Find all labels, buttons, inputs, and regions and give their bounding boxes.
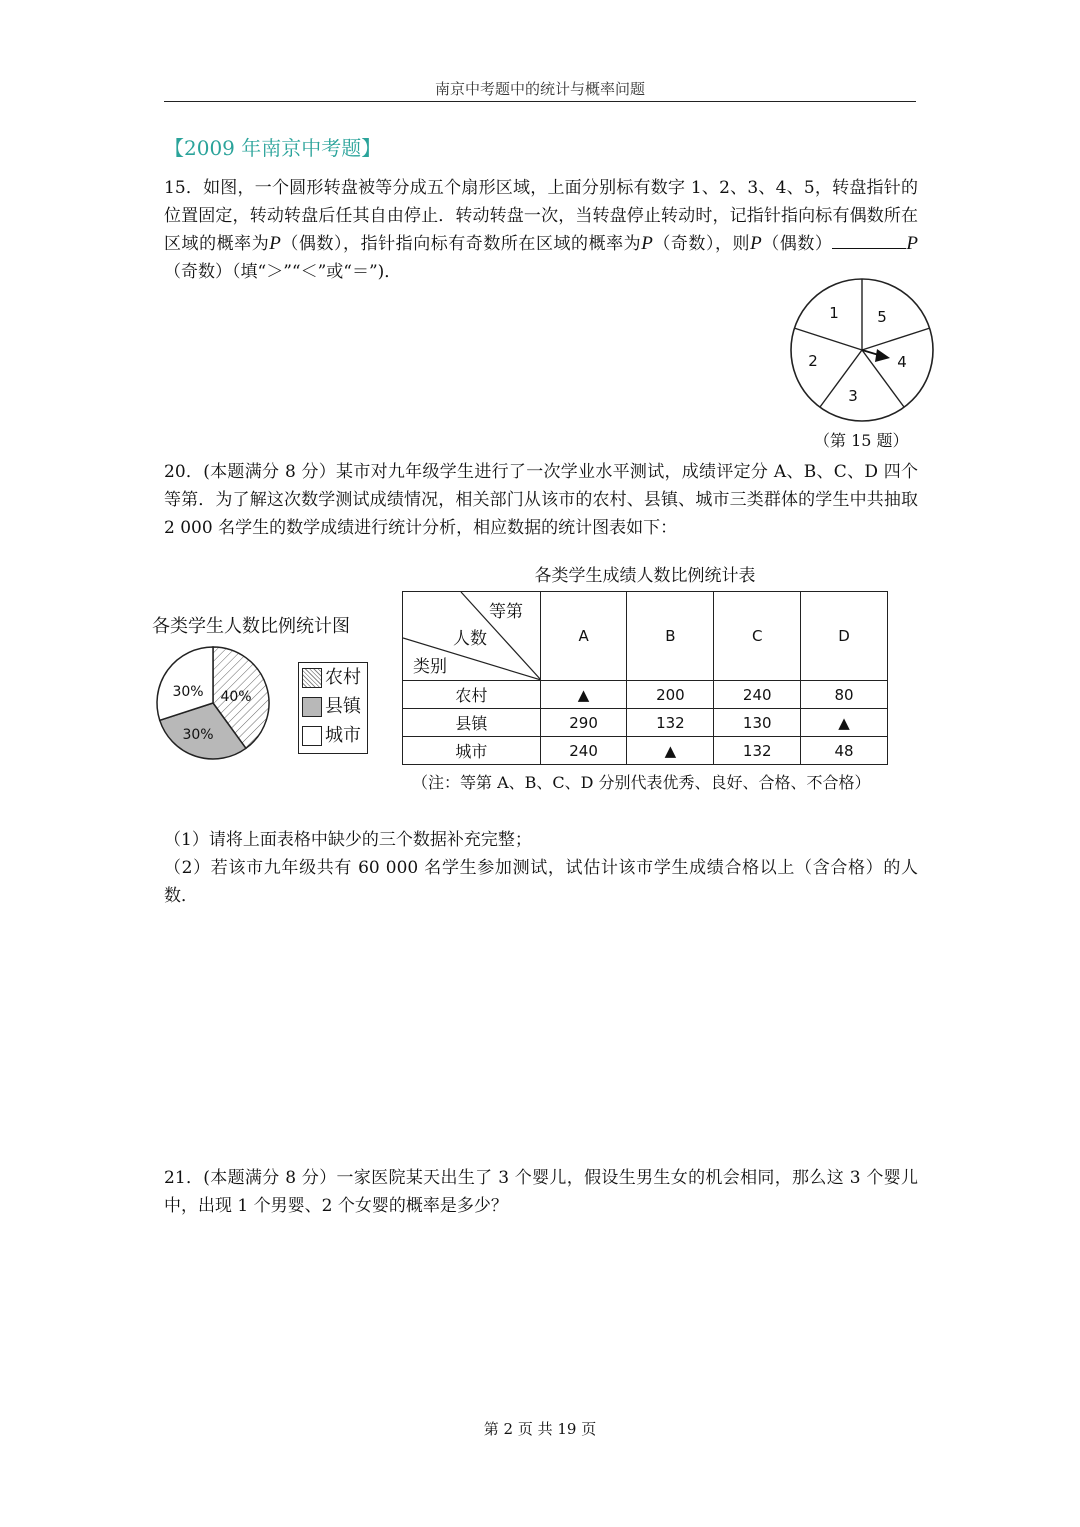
table-cell: ▲ [540, 681, 627, 709]
sub-question-2: （2）若该市九年级共有 60 000 名学生参加测试，试估计该市学生成绩合格以上（含合格）的人数． [164, 858, 918, 906]
table-title: 各类学生成绩人数比例统计表 [534, 566, 756, 586]
pie-label-town: 30% [182, 727, 214, 743]
table-cell: ▲ [801, 709, 888, 737]
table-cell: 240 [540, 737, 627, 765]
table-note: （注：等第 A、B、C、D 分别代表优秀、良好、合格、不合格） [412, 773, 871, 792]
header-grade: 等第 [489, 602, 523, 622]
pie-label-rural: 40% [220, 689, 252, 705]
question-20-subparts [164, 826, 918, 910]
p-symbol: P [906, 233, 919, 254]
table-cell: 48 [801, 737, 888, 765]
page-header: 南京中考题中的统计与概率问题 [434, 80, 645, 98]
spinner-number: 4 [897, 353, 907, 371]
header-count: 人数 [453, 629, 487, 649]
question-20: 20．(本题满分 8 分）某市对九年级学生进行了一次学业水平测试，成绩评定分 A、B、C、D 四个等第．为了解这次数学测试成绩情况，相关部门从该市的农村、县镇、城市三类群体的学生中共抽取 2 000 名学生的数学成绩进行统计分析，相应数据的统计图表如下： [164, 462, 918, 538]
table-row [403, 737, 888, 765]
white-swatch-icon [302, 726, 322, 746]
p-symbol: P [641, 233, 653, 254]
figure-caption: （第 15 题） [814, 431, 909, 450]
table-row [403, 709, 888, 737]
table-cell: 130 [714, 709, 801, 737]
question-15 [164, 174, 918, 286]
row-header: 城市 [403, 737, 541, 765]
column-header: A [540, 592, 627, 681]
column-header: D [801, 592, 888, 681]
spinner-figure [786, 274, 938, 426]
q15-text-3: （奇数），则 [652, 234, 751, 254]
sub-question-1: （1）请将上面表格中缺少的三个数据补充完整； [164, 830, 532, 850]
gray-swatch-icon [302, 697, 322, 717]
table-cell: 132 [627, 709, 714, 737]
spinner-number: 2 [808, 352, 818, 370]
row-header: 县镇 [403, 709, 541, 737]
row-header: 农村 [403, 681, 541, 709]
header-category: 类别 [413, 657, 447, 677]
p-symbol: P [269, 233, 281, 254]
pie-chart-title: 各类学生人数比例统计图 [152, 616, 350, 637]
spinner-number: 5 [877, 308, 887, 326]
q15-text-2: （偶数），指针指向标有奇数所在区域的概率为 [280, 234, 642, 254]
table-cell: 132 [714, 737, 801, 765]
legend-item-city: 城市 [302, 721, 367, 750]
answer-blank[interactable] [832, 230, 906, 249]
column-header: B [627, 592, 714, 681]
section-title: 【2009 年南京中考题】 [164, 136, 382, 160]
page-footer: 第 2 页 共 19 页 [483, 1420, 597, 1438]
q15-text-1: 15．如图，一个圆形转盘被等分成五个扇形区域，上面分别标有数字 1、2、3、4、5，转盘指针的位置固定，转动转盘后任其自由停止．转动转盘一次，当转盘停止转动时，记指针指向标有偶数所在区域的概率为 [164, 178, 918, 254]
pie-label-city: 30% [172, 684, 204, 700]
table-header-row [403, 592, 888, 681]
table-row [403, 681, 888, 709]
spinner-number: 1 [829, 304, 839, 322]
legend-item-town: 县镇 [302, 692, 367, 721]
question-21: 21．(本题满分 8 分）一家医院某天出生了 3 个婴儿，假设生男生女的机会相同，那么这 3 个婴儿中，出现 1 个男婴、2 个女婴的概率是多少？ [164, 1168, 918, 1216]
pie-legend [298, 662, 368, 754]
table-cell: 80 [801, 681, 888, 709]
q15-text-5: （奇数）（填“＞”“＜”或“＝”)． [164, 262, 402, 282]
table-cell: ▲ [627, 737, 714, 765]
table-cell: 240 [714, 681, 801, 709]
stats-table [402, 591, 888, 765]
table-cell: 200 [627, 681, 714, 709]
pie-chart [154, 644, 272, 762]
spinner-number: 3 [848, 387, 858, 405]
table-cell: 290 [540, 709, 627, 737]
hatched-swatch-icon [302, 668, 322, 688]
q15-text-4: （偶数） [761, 234, 833, 254]
p-symbol: P [750, 233, 762, 254]
header-divider [164, 101, 916, 102]
column-header: C [714, 592, 801, 681]
legend-item-rural: 农村 [302, 663, 367, 692]
diagonal-header-cell [403, 592, 541, 681]
